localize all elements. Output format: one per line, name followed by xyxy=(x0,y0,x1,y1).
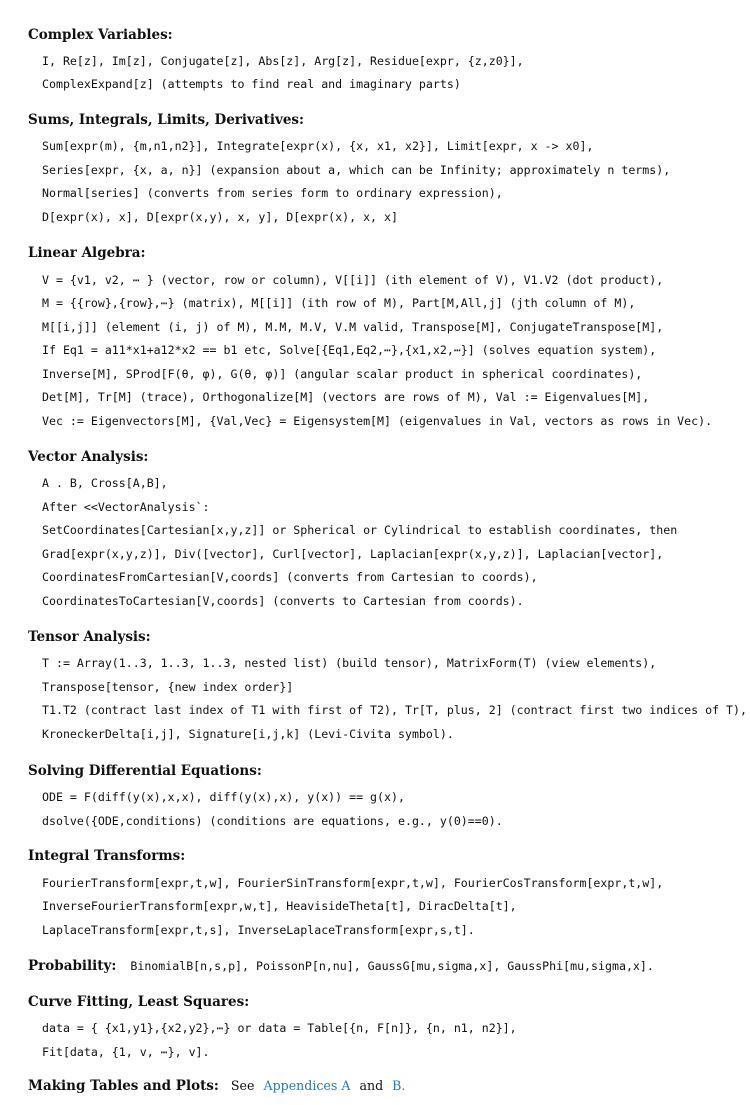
section-tensor-analysis xyxy=(28,628,747,741)
appendix-a-link[interactable]: Appendices A xyxy=(263,1078,351,1093)
text-line: V = {v1, v2, ⋯ } (vector, row or column), V[[i]] (ith element of V), V1.V2 (dot product), xyxy=(42,273,664,287)
text-line: ODE = F(diff(y(x),x,x), diff(y(x),x), y(x)) == g(x), xyxy=(42,790,405,804)
section-sums-integrals xyxy=(28,111,740,224)
text-line: T := Array(1..3, 1..3, 1..3, nested list) (build tensor), MatrixForm(T) (view elements), xyxy=(42,656,657,670)
text-line: Sum[expr(m), {m,n1,n2}], Integrate[expr(x), {x, x1, x2}], Limit[expr, x -> x0], xyxy=(42,139,594,153)
text-line: Inverse[M], SProd[F(θ, φ), G(θ, φ)] (angular scalar product in spherical coordinates), xyxy=(42,367,643,381)
text-line: Det[M], Tr[M] (trace), Orthogonalize[M] (vectors are rows of M), Val := Eigenvalues[M], xyxy=(42,390,650,404)
text-line: D[expr(x), x], D[expr(x,y), x, y], D[expr(x), x, x] xyxy=(42,210,398,224)
text-line: KroneckerDelta[i,j], Signature[i,j,k] (Levi-Civita symbol). xyxy=(42,727,454,741)
text-line: Vec := Eigenvectors[M], {Val,Vec} = Eigensystem[M] (eigenvalues in Val, vectors as rows in Vec). xyxy=(42,414,713,428)
text-and: and xyxy=(359,1078,384,1093)
section-differential-equations xyxy=(28,762,740,828)
section-vector-analysis xyxy=(28,448,740,608)
section-complex-variables xyxy=(28,26,740,91)
appendix-b-link[interactable]: B. xyxy=(392,1078,406,1093)
text-line: ComplexExpand[z] (attempts to find real and imaginary parts) xyxy=(42,77,461,91)
text-line: Transpose[tensor, {new index order}] xyxy=(42,680,294,694)
text-line: If Eq1 = a11*x1+a12*x2 == b1 etc, Solve[{Eq1,Eq2,⋯},{x1,x2,⋯}] (solves equation system), xyxy=(42,343,657,357)
text-line: InverseFourierTransform[expr,w,t], HeavisideTheta[t], DiracDelta[t], xyxy=(42,899,517,913)
probability-row xyxy=(28,957,654,975)
text-line: CoordinatesFromCartesian[V,coords] (converts from Cartesian to coords), xyxy=(42,570,538,584)
text-line: Grad[expr(x,y,z)], Div([vector], Curl[vector], Laplacian[expr(x,y,z)], Laplacian[vector], xyxy=(42,547,664,561)
section-heading: Linear Algebra: xyxy=(28,245,146,261)
section-integral-transforms xyxy=(28,847,740,937)
text-line: After <<VectorAnalysis`: xyxy=(42,500,210,514)
text-line: LaplaceTransform[expr,t,s], InverseLaplaceTransform[expr,s,t]. xyxy=(42,923,475,937)
text-line: Normal[series] (converts from series form to ordinary expression), xyxy=(42,186,503,200)
section-curve-fitting xyxy=(28,993,740,1059)
section-heading: Making Tables and Plots: xyxy=(28,1078,219,1094)
text-line: T1.T2 (contract last index of T1 with first of T2), Tr[T, plus, 2] (contract first two indices of T), xyxy=(42,703,747,717)
text-line: dsolve({ODE,conditions) (conditions are equations, e.g., y(0)==0). xyxy=(42,814,503,828)
section-heading: Complex Variables: xyxy=(28,27,173,43)
section-heading: Solving Differential Equations: xyxy=(28,763,262,779)
section-heading: Sums, Integrals, Limits, Derivatives: xyxy=(28,112,305,128)
section-heading: Curve Fitting, Least Squares: xyxy=(28,994,250,1010)
text-line: A . B, Cross[A,B], xyxy=(42,476,168,490)
section-heading: Vector Analysis: xyxy=(28,449,149,465)
section-heading: Tensor Analysis: xyxy=(28,629,151,645)
text-line: BinomialB[n,s,p], PoissonP[n,nu], GaussG[mu,sigma,x], GaussPhi[mu,sigma,x]. xyxy=(130,959,654,973)
text-line: SetCoordinates[Cartesian[x,y,z]] or Spherical or Cylindrical to establish coordinates, then xyxy=(42,523,678,537)
text-line: data = { {x1,y1},{x2,y2},⋯} or data = Table[{n, F[n]}, {n, n1, n2}], xyxy=(42,1021,517,1035)
section-heading: Integral Transforms: xyxy=(28,848,186,864)
section-linear-algebra xyxy=(28,244,740,428)
text-line: M[[i,j]] (element (i, j) of M), M.M, M.V, V.M valid, Transpose[M], ConjugateTranspose[M], xyxy=(42,320,664,334)
text-line: I, Re[z], Im[z], Conjugate[z], Abs[z], Arg[z], Residue[expr, {z,z0}], xyxy=(42,54,524,68)
tables-plots-row xyxy=(28,1077,405,1095)
section-heading: Probability: xyxy=(28,958,117,974)
text-line: FourierTransform[expr,t,w], FourierSinTransform[expr,t,w], FourierCosTransform[expr,t,w], xyxy=(42,876,664,890)
text-line: M = {{row},{row},⋯} (matrix), M[[i]] (ith row of M), Part[M,All,j] (jth column of M), xyxy=(42,296,636,310)
text-line: Series[expr, {x, a, n}] (expansion about a, which can be Infinity; approximately n terms), xyxy=(42,163,671,177)
text-line: Fit[data, {1, v, ⋯}, v]. xyxy=(42,1045,210,1059)
text-line: CoordinatesToCartesian[V,coords] (converts to Cartesian from coords). xyxy=(42,594,524,608)
text-see: See xyxy=(230,1078,255,1093)
